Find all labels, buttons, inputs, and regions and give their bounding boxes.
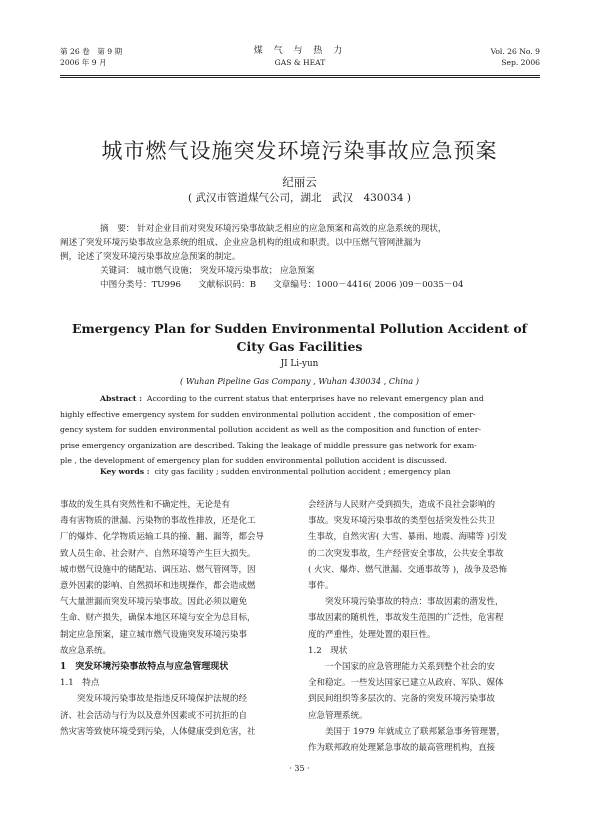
abstract-en-line: highly effective emergency system for sudden environmental pollution accident , the composition of emer- [60,409,476,419]
affiliation-en: ( Wuhan Pipeline Gas Company , Wuhan 430034 , China ) [180,376,419,386]
body-line: 制定应急预案，建立城市燃气设施突发环境污染事 [60,629,248,640]
body-column-right [308,497,542,756]
header-rule [60,75,540,76]
journal-name-cn: 煤 气 与 热 力 [253,46,347,56]
journal-name [60,46,540,68]
abstract-cn-line: 阐述了突发环境污染事故应急系统的组成、企业应急机构的组成和职责。以中压燃气管网泄漏为 [60,238,421,248]
journal-header [60,46,540,76]
page-number: · 35 · [289,764,310,773]
issue-date-en: Sep. 2006 [501,58,540,67]
keywords-en-label: Key words : [100,467,150,476]
body-line: 到民间组织等多层次的、完备的突发环境污染事故 [308,694,496,705]
body-line: 作为联邦政府处理紧急事故的最高管理机构，直接 [308,743,496,754]
body-line: 济、社会活动与行为以及意外因素或不可抗拒的自 [60,710,248,721]
body-line: 事件。 [308,581,334,592]
body-line: 致人员生命、社会财产、自然环境等产生巨大损失。 [60,548,256,559]
abstract-en-line: ple , the development of emergency plan for sudden environmental pollution accident is discussed. [60,456,447,465]
abstract-en-line: gency system for sudden environmental pollution accident as well as the composition and function of enter- [60,425,481,434]
abstract-cn-line: 例，论述了突发环境污染事故应急预案的制定。 [60,252,241,262]
classification-cn: 中图分类号：TU996 文献标识码：B 文章编号：1000－4416( 2006 )09－0035－04 [100,280,464,290]
body-line: 事故。突发环境污染事故的类型包括突发性公共卫 [308,516,496,527]
body-line: 度的严重性，处理处置的艰巨性。 [308,629,436,640]
body-line: 厂的爆炸、化学物质运输工具的撞、翻、漏等，都会导 [60,532,265,543]
abstract-cn [60,222,544,292]
body-line: 生命、财产损失，确保本地区环境与安全为总目标， [60,613,256,624]
author-en: JI Li-yun [280,359,319,369]
body-line: 的二次突发事故，生产经营安全事故，公共安全事故 [308,548,504,559]
abstract-en-label: Abstract : [100,394,142,403]
body-line: ( 火灾、爆炸、燃气泄漏、交通事故等 )，战争及恐怖 [308,564,508,575]
body-line: 全和稳定。一些发达国家已建立从政府、军队、媒体 [308,678,504,689]
keywords-cn: 关键词： 城市燃气设施； 突发环境污染事故； 应急预案 [100,266,315,276]
body-line: 应急管理系统。 [308,710,368,721]
section-heading-1: 1 突发环境污染事故特点与应急管理现状 [60,662,229,673]
body-line: 毒有害物质的泄漏、污染物的事故性排放，还是化工 [60,516,256,527]
subsection-heading-1-1: 1.1 特点 [60,678,100,689]
body-line: 然灾害等致使环境受到污染，人体健康受到危害，社 [60,726,256,737]
author-cn: 纪丽云 [282,175,317,189]
title-en-line: Emergency Plan for Sudden Environmental Pollution Accident of [71,321,528,336]
body-line: 会经济与人民财产受到损失，造成不良社会影响的 [308,500,496,510]
volume-issue-en: Vol. 26 No. 9 [490,47,540,56]
body-line: 生事故，自然灾害( 大雪、暴雨、地震、海啸等 )引发 [308,532,508,543]
subsection-heading-1-2: 1.2 现状 [308,645,348,656]
body-column-left [60,497,294,740]
body-line: 一个国家的应急管理能力关系到整个社会的安 [325,662,496,673]
body-line: 事故因素的随机性，事故发生范围的广泛性，危害程 [308,613,504,624]
keywords-en-text: city gas facility ; sudden environmental pollution accident ; emergency plan [154,467,451,476]
volume-issue-cn: 第 26 卷 第 9 期 [60,47,123,56]
body-line: 突发环境污染事故的特点：事故因素的潜发性， [325,597,504,608]
title-en-line: City Gas Facilities [236,339,363,354]
abstract-en-line: According to the current status that enterprises have no relevant emergency plan and [146,394,484,403]
body-line: 意外因素的影响、自然损坏和违规操作，都会造成燃 [60,581,256,592]
body-line: 城市燃气设施中的储配站、调压站、燃气管网等，因 [60,564,256,575]
header-rule-thin [60,77,540,78]
paper-title-cn: 城市燃气设施突发环境污染事故应急预案 [101,139,498,163]
issue-date-cn: 2006 年 9 月 [60,58,107,67]
paper-title-en [0,320,599,356]
abstract-cn-line: 摘 要： 针对企业目前对突发环境污染事故缺乏相应的应急预案和高效的应急系统的现状， [100,224,447,234]
keywords-en [100,467,451,476]
abstract-en [60,391,544,469]
journal-volume-en [491,46,540,68]
affiliation-cn: ( 武汉市管道煤气公司，湖北 武汉 430034 ) [188,192,411,204]
journal-name-en: GAS & HEAT [274,58,326,67]
body-line: 事故的发生具有突然性和不确定性，无论是有 [60,500,231,510]
body-line: 故应急系统。 [60,645,112,656]
body-line: 美国于 1979 年就成立了联邦紧急事务管理署， [325,726,506,737]
body-line: 突发环境污染事故是指违反环境保护法规的经 [77,694,248,705]
abstract-en-line: prise emergency organization are described. Taking the leakage of middle pressure gas network for exam- [60,440,477,450]
body-line: 气大量泄漏而突发环境污染事故。因此必须以避免 [60,597,248,608]
